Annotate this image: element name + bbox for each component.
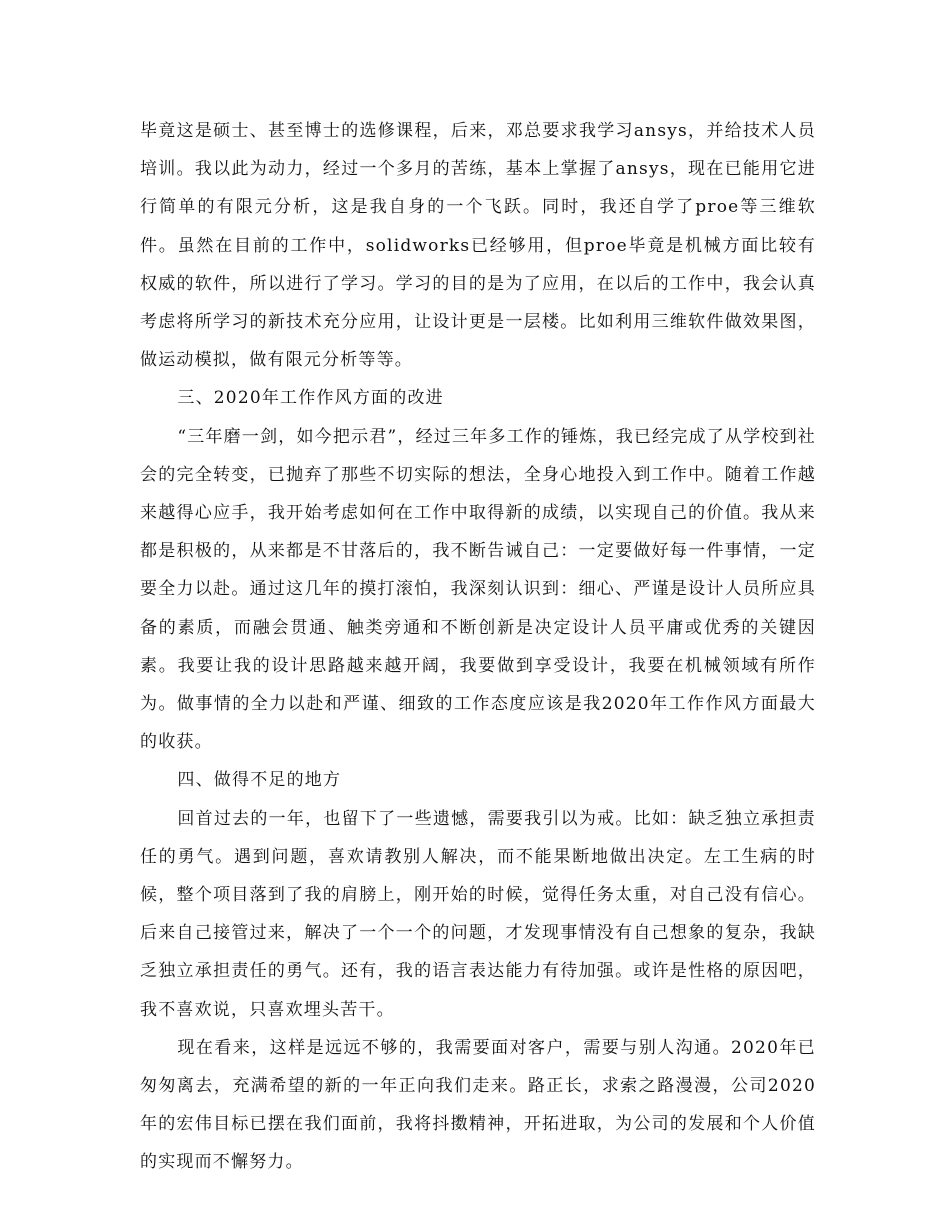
paragraph-work-style: “三年磨一剑，如今把示君”，经过三年多工作的锤炼，我已经完成了从学校到社会的完全转变，已抛弃了那些不切实际的想法，全身心地投入到工作中。随着工作越来越得心应手，我开始考虑如何在工作中取得新的成绩，以实现自己的价值。我从来都是积极的，从来都是不甘落后的，我不断告诫自己：一定要做好每一件事情，一定要全力以赴。通过这几年的摸打滚怕，我深刻认识到：细心、严谨是设计人员所应具备的素质，而融会贯通、触类旁通和不断创新是决定设计人员平庸或优秀的关键因素。我要让我的设计思路越来越开阔，我要做到享受设计，我要在机械领域有所作为。做事情的全力以赴和严谨、细致的工作态度应该是我2020年工作作风方面最大的收获。 — [140, 426, 816, 753]
section-heading-work-style: 三、2020年工作作风方面的改进 — [177, 388, 444, 409]
paragraph-closing: 现在看来，这样是远远不够的，我需要面对客户，需要与别人沟通。2020年已匆匆离去，充满希望的新的一年正向我们走来。路正长，求索之路漫漫，公司2020年的宏伟目标已摆在我们面前，我将抖擞精神，开拓进取，为公司的发展和个人价值的实现而不懈努力。 — [140, 1037, 816, 1173]
paragraph-continued: 毕竟这是硕士、甚至博士的选修课程，后来，邓总要求我学习ansys，并给技术人员培训。我以此为动力，经过一个多月的苦练，基本上掌握了ansys，现在已能用它进行简单的有限元分析，这是我自身的一个飞跃。同时，我还自学了proe等三维软件。虽然在目前的工作中，solidworks已经够用，但proe毕竟是机械方面比较有权威的软件，所以进行了学习。学习的目的是为了应用，在以后的工作中，我会认真考虑将所学习的新技术充分应用，让设计更是一层楼。比如利用三维软件做效果图，做运动模拟，做有限元分析等等。 — [140, 121, 816, 371]
paragraph-shortcomings: 回首过去的一年，也留下了一些遗憾，需要我引以为戒。比如：缺乏独立承担责任的勇气。遇到问题，喜欢请教别人解决，而不能果断地做出决定。左工生病的时候，整个项目落到了我的肩膀上，刚开始的时候，觉得任务太重，对自己没有信心。后来自己接管过来，解决了一个一个的问题，才发现事情没有自己想象的复杂，我缺乏独立承担责任的勇气。还有，我的语言表达能力有待加强。或许是性格的原因吧，我不喜欢说，只喜欢埋头苦干。 — [140, 808, 816, 1020]
document-body — [140, 112, 816, 1182]
section-heading-shortcomings: 四、做得不足的地方 — [177, 770, 342, 791]
